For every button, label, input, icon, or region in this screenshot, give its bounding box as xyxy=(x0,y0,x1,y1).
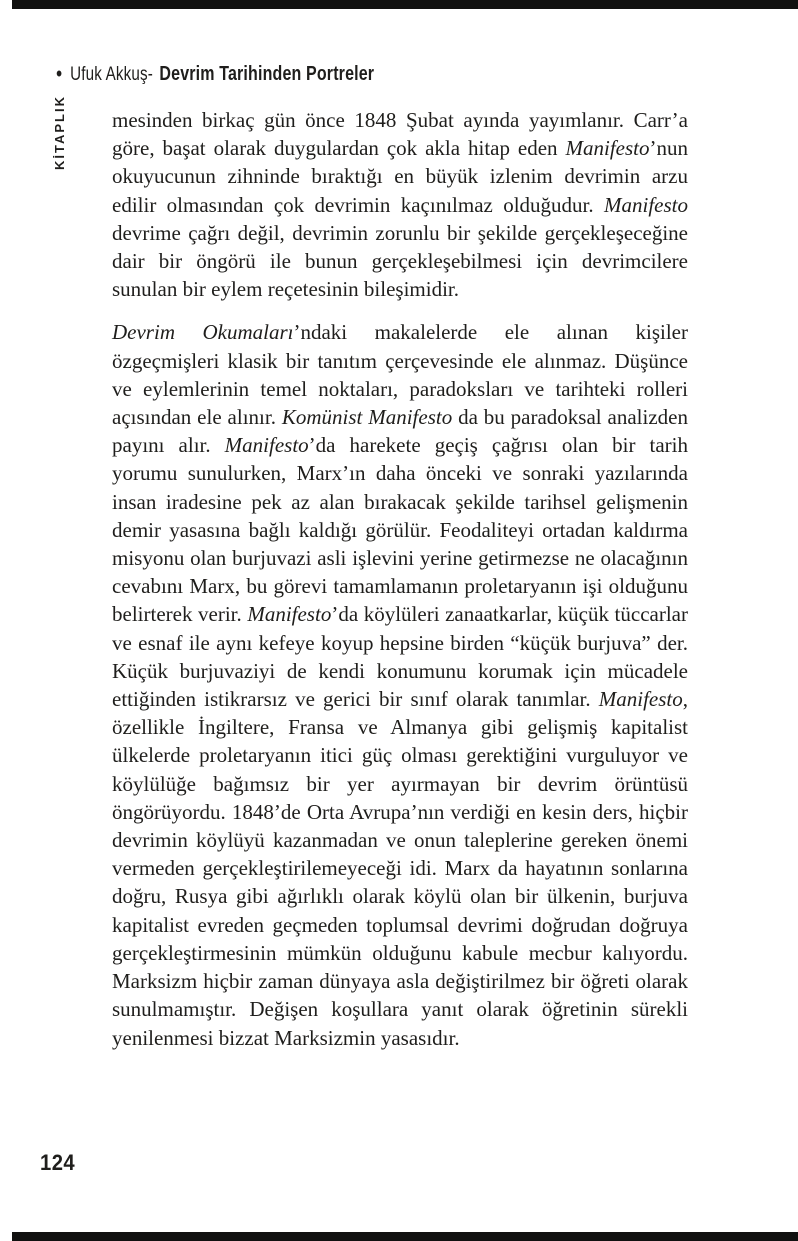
running-header xyxy=(56,62,374,86)
paragraph: Devrim Okumaları’ndaki makalelerde ele alınan kişiler özgeçmişleri klasik bir tanıtım çerçevesinde ele alınmaz. Düşünce ve eylemlerinin temel noktaları, paradoksları ve tarihteki rolleri açısından ele alınır. Komünist Manifesto da bu paradoksal analizden payını alır. Manifesto’da harekete geçiş çağrısı olan bir tarih yorumu sunulurken, Marx’ın daha önceki ve sonraki yazılarında insan iradesine pek az alan bırakacak şekilde tarihsel gelişmenin demir yasasına bağlı kaldığı görülür. Feodaliteyi ortadan kaldırma misyonu olan burjuvazi asli işlevini yerine getirmezse ne olacağının cevabını Marx, bu görevi tamamlamanın proletaryanın işi olduğunu belirterek verir. Manifesto’da köylüleri zanaatkarlar, küçük tüccarlar ve esnaf ile aynı kefeye koyup hepsine birden “küçük burjuva” der. Küçük burjuvaziyi de kendi konumunu korumak için mücadele ettiğinden istikrarsız ve gerici bir sınıf olarak tanımlar. Manifesto, özellikle İngiltere, Fransa ve Almanya gibi gelişmiş kapitalist ülkelerde proletaryanın itici güç olması gerektiğini vurguluyor ve köylülüğe bağımsız bir yer ayırmayan bir devrim örüntüsü öngörüyordu. 1848’de Orta Avrupa’nın verdiği en kesin ders, hiçbir devrimin köylüyü kazanmadan ve onun taleplerine gereken önemi vermeden gerçekleştirilemeyeceği idi. Marx da hayatının sonlarına doğru, Rusya gibi ağırlıklı olarak köylü olan bir ülkenin, burjuva kapitalist evreden geçmeden toplumsal devrimi doğrudan doğruya gerçekleştirmesinin mümkün olduğunu kabule mecbur kalıyordu. Marksizm hiçbir zaman dünyaya asla değiştirilmez bir öğreti olarak sunulmamıştır. Değişen koşullara yanıt olarak öğretinin sürekli yenilenmesi bizzat Marksizmin yasasıdır. xyxy=(112,320,688,1050)
header-author: Ufuk Akkuş- xyxy=(70,64,154,85)
page-body xyxy=(112,106,688,1067)
sidebar-label-kitaplik: KİTAPLIK xyxy=(52,95,67,170)
bullet-icon: • xyxy=(56,61,63,86)
header-book-title: Devrim Tarihinden Portreler xyxy=(159,63,375,85)
paragraph: mesinden birkaç gün önce 1848 Şubat ayında yayımlanır. Carr’a göre, başat olarak duygulardan çok akla hitap eden Manifesto’nun okuyucunun zihninde bıraktığı en büyük izlenim devrimin arzu edilir olmasından çok devrimin kaçınılmaz olduğudur. Manifesto devrime çağrı değil, devrimin zorunlu bir şekilde gerçekleşeceğine dair bir öngörü ile bunun gerçekleşebilmesi için devrimcilere sunulan bir eylem reçetesinin bileşimidir. xyxy=(112,108,688,302)
top-edge-bar xyxy=(12,0,798,9)
page-number: 124 xyxy=(40,1150,76,1175)
bottom-edge-bar xyxy=(12,1232,798,1241)
